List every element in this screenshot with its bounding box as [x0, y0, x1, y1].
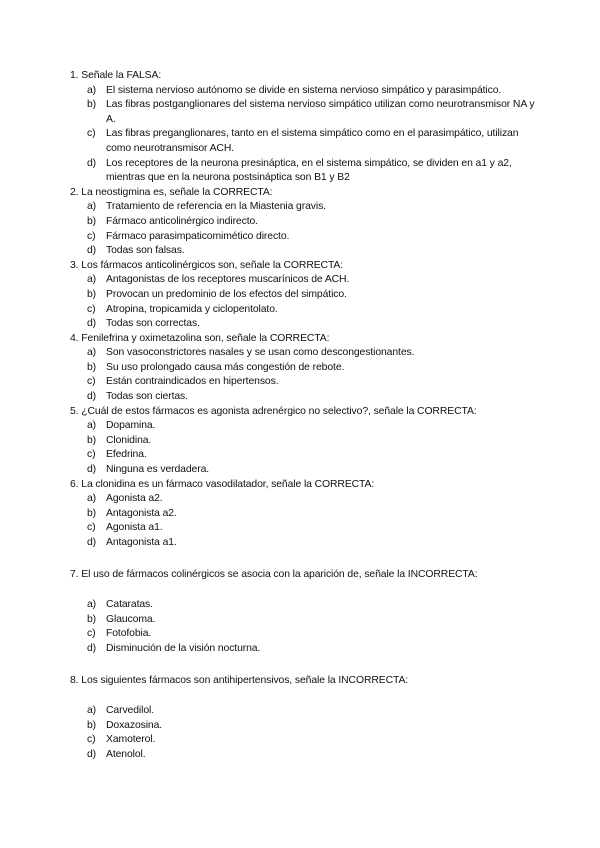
option-label: b) [87, 288, 97, 300]
option-text: Ninguna es verdadera. [106, 464, 210, 476]
option-label: c) [87, 128, 96, 140]
question-number: 4. [70, 332, 79, 344]
question-number: 2. [70, 186, 79, 198]
option-c [70, 733, 540, 748]
option-label: c) [87, 376, 96, 388]
option-text: Antagonista a2. [106, 507, 177, 519]
option-list [70, 346, 540, 404]
option-text: Todas son correctas. [106, 318, 200, 330]
option-label: d) [87, 157, 97, 169]
option-c [70, 627, 540, 642]
option-d [70, 642, 540, 657]
option-text: Carvedilol. [106, 705, 154, 717]
option-text: Las fibras postganglionares del sistema nervioso simpático utilizan como neurotransmisor NA y A. [106, 99, 535, 125]
option-label: d) [87, 748, 97, 760]
option-text: Fármaco parasimpaticomimético directo. [106, 230, 290, 242]
option-c [70, 127, 540, 156]
option-text: Tratamiento de referencia en la Miastenia gravis. [106, 201, 326, 213]
question-text [70, 478, 540, 493]
option-a [70, 704, 540, 719]
option-label: d) [87, 642, 97, 654]
question-5 [70, 405, 540, 478]
question-text [70, 332, 540, 347]
option-label: a) [87, 493, 97, 505]
option-b [70, 288, 540, 303]
option-text: Todas son ciertas. [106, 391, 188, 403]
option-label: a) [87, 201, 97, 213]
option-label: d) [87, 245, 97, 257]
option-label: c) [87, 628, 96, 640]
question-prompt: ¿Cuál de estos fármacos es agonista adrenérgico no selectivo?, señale la CORRECTA: [81, 405, 477, 417]
question-8 [70, 674, 540, 763]
option-text: Los receptores de la neurona presináptica, en el sistema simpático, se dividen en a1 y a2, mientras que en la neurona postsináptica son B1 y B2 [106, 157, 512, 184]
option-a [70, 346, 540, 361]
option-a [70, 598, 540, 613]
question-number: 7. [70, 568, 79, 580]
option-text: Agonista a2. [106, 493, 163, 505]
option-c [70, 375, 540, 390]
question-number: 8. [70, 674, 79, 686]
question-text [70, 674, 540, 689]
option-text: Clonidina. [106, 434, 152, 446]
option-text: Todas son falsas. [106, 245, 185, 257]
option-text: Su uso prolongado causa más congestión de rebote. [106, 361, 345, 373]
option-d [70, 748, 540, 763]
option-label: d) [87, 537, 97, 548]
option-text: Xamoterol. [106, 734, 156, 746]
question-prompt: Los fármacos anticolinérgicos son, señale la CORRECTA: [81, 259, 344, 271]
option-label: c) [87, 303, 96, 315]
option-c [70, 303, 540, 318]
option-c [70, 230, 540, 245]
option-text: Glaucoma. [106, 613, 156, 625]
option-label: d) [87, 318, 97, 330]
option-text: Son vasoconstrictores nasales y se usan como descongestionantes. [106, 347, 415, 359]
question-number: 1. [70, 70, 79, 81]
option-b [70, 434, 540, 449]
option-a [70, 492, 540, 507]
option-text: Cataratas. [106, 599, 153, 611]
question-prompt: Señale la FALSA: [81, 70, 162, 81]
option-d [70, 536, 540, 551]
question-list [70, 69, 540, 763]
option-a [70, 273, 540, 288]
option-label: a) [87, 274, 97, 286]
question-prompt: La neostigmina es, señale la CORRECTA: [81, 186, 273, 198]
option-label: a) [87, 599, 97, 611]
question-text [70, 568, 540, 583]
option-d [70, 317, 540, 332]
question-number: 3. [70, 259, 79, 271]
question-6 [70, 478, 540, 551]
question-prompt: La clonidina es un fármaco vasodilatador, señale la CORRECTA: [81, 478, 375, 490]
option-b [70, 719, 540, 734]
option-b [70, 507, 540, 522]
question-1 [70, 69, 540, 186]
question-number: 5. [70, 405, 79, 417]
option-label: b) [87, 99, 97, 111]
option-text: Disminución de la visión nocturna. [106, 642, 261, 654]
option-d [70, 463, 540, 478]
option-b [70, 215, 540, 230]
question-text [70, 69, 540, 84]
option-c [70, 521, 540, 536]
option-text: Agonista a1. [106, 522, 163, 534]
option-label: b) [87, 361, 97, 373]
option-label: c) [87, 230, 96, 242]
option-label: c) [87, 522, 96, 534]
option-b [70, 98, 540, 127]
option-a [70, 84, 540, 99]
option-label: b) [87, 613, 97, 625]
option-d [70, 390, 540, 405]
option-label: a) [87, 84, 97, 96]
question-3 [70, 259, 540, 332]
option-list [70, 704, 540, 762]
option-text: Provocan un predominio de los efectos del simpático. [106, 288, 347, 300]
option-c [70, 448, 540, 463]
option-d [70, 157, 540, 186]
option-label: a) [87, 420, 97, 432]
option-b [70, 361, 540, 376]
option-list [70, 273, 540, 331]
question-prompt: Los siguientes fármacos son antihipertensivos, señale la INCORRECTA: [81, 674, 409, 686]
option-label: c) [87, 734, 96, 746]
option-list [70, 492, 540, 550]
option-list [70, 419, 540, 477]
option-text: El sistema nervioso autónomo se divide en sistema nervioso simpático y parasimpático. [106, 84, 502, 96]
question-text [70, 259, 540, 274]
option-text: Las fibras preganglionares, tanto en el sistema simpático como en el parasimpático, utilizan como neurotransmisor ACH. [106, 128, 519, 154]
option-label: a) [87, 347, 97, 359]
question-prompt: Fenilefrina y oximetazolina son, señale la CORRECTA: [81, 332, 330, 344]
option-d [70, 244, 540, 259]
question-number: 6. [70, 478, 79, 490]
option-label: d) [87, 464, 97, 476]
question-prompt: El uso de fármacos colinérgicos se asocia con la aparición de, señale la INCORRECTA: [81, 568, 478, 580]
question-text [70, 405, 540, 420]
option-label: b) [87, 434, 97, 446]
option-a [70, 419, 540, 434]
option-text: Doxazosina. [106, 719, 163, 731]
option-b [70, 613, 540, 628]
option-text: Efedrina. [106, 449, 147, 461]
option-label: b) [87, 215, 97, 227]
option-text: Dopamina. [106, 420, 156, 432]
option-label: a) [87, 705, 97, 717]
question-text [70, 186, 540, 201]
option-label: b) [87, 507, 97, 519]
option-text: Atropina, tropicamida y ciclopentolato. [106, 303, 278, 315]
option-label: c) [87, 449, 96, 461]
option-text: Atenolol. [106, 748, 146, 760]
option-label: d) [87, 391, 97, 403]
question-4 [70, 332, 540, 405]
option-list [70, 200, 540, 258]
option-text: Fármaco anticolinérgico indirecto. [106, 215, 258, 227]
question-7 [70, 568, 540, 657]
option-list [70, 84, 540, 186]
question-2 [70, 186, 540, 259]
option-text: Antagonista a1. [106, 537, 177, 548]
option-text: Fotofobia. [106, 628, 152, 640]
option-text: Están contraindicados en hipertensos. [106, 376, 279, 388]
option-text: Antagonistas de los receptores muscarínicos de ACH. [106, 274, 350, 286]
option-a [70, 200, 540, 215]
option-label: b) [87, 719, 97, 731]
option-list [70, 598, 540, 656]
